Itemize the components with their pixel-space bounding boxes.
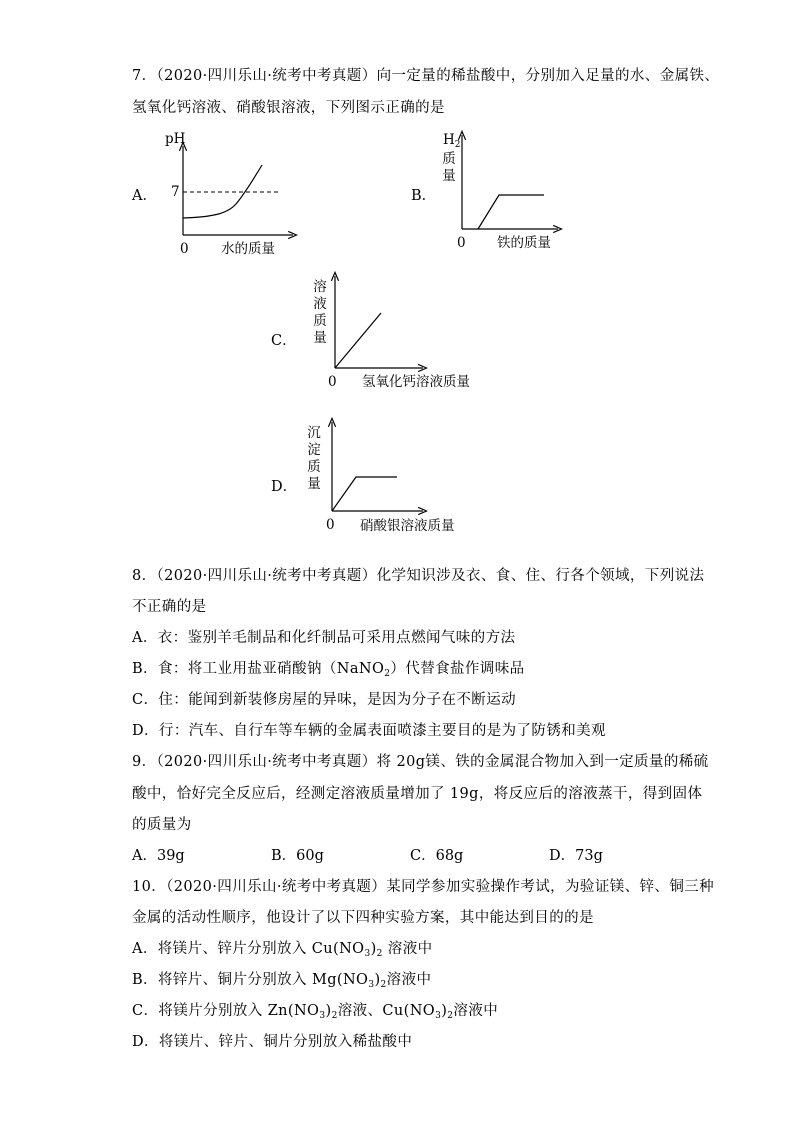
q10-stem-line1: 10．（2020·四川乐山·统考中考真题）某同学参加实验操作考试，为验证镁、锌、铜三种 bbox=[132, 879, 715, 895]
q9-option-d[interactable]: D．73g bbox=[549, 848, 603, 864]
q10-option-b-post: ) bbox=[374, 972, 381, 988]
q10-option-b-tail: 溶液中 bbox=[386, 972, 432, 988]
graph-b-y-label-char: 质 bbox=[442, 151, 456, 167]
q8-stem-line1: 8．（2020·四川乐山·统考中考真题）化学知识涉及衣、食、住、行各个领域，下列说法 bbox=[132, 568, 705, 584]
q10-option-b-sub2: 2 bbox=[380, 980, 387, 990]
q8-stem-line2: 不正确的是 bbox=[132, 599, 207, 615]
q10-option-c-pre: C．将镁片分别放入 Zn(NO bbox=[132, 1003, 320, 1019]
q9-option-c[interactable]: C．68g bbox=[410, 848, 464, 864]
graph-c bbox=[335, 276, 423, 368]
graph-c-y-label-char: 质 bbox=[313, 313, 327, 329]
q10-option-a-pre: A．将镁片、锌片分别放入 Cu(NO bbox=[132, 941, 365, 957]
q10-option-d[interactable]: D．将镁片、锌片、铜片分别放入稀盐酸中 bbox=[132, 1034, 413, 1050]
graph-c-y-label bbox=[312, 279, 328, 347]
graph-b-y-label-sub: 2 bbox=[454, 140, 461, 150]
graph-a-ref-value: 7 bbox=[171, 184, 180, 200]
q10-option-c-sub3: 3 bbox=[435, 1011, 442, 1021]
q7-stem-line2: 氢氧化钙溶液、硝酸银溶液，下列图示正确的是 bbox=[132, 100, 445, 116]
q9-stem-line1: 9．（2020·四川乐山·统考中考真题）将 20g镁、铁的金属混合物加入到一定质量的稀硫 bbox=[132, 754, 709, 770]
graph-b-y-label bbox=[441, 151, 457, 185]
graph-c-origin: 0 bbox=[328, 374, 337, 390]
q10-option-c-mid: ) bbox=[325, 1003, 332, 1019]
graph-d-y-label-char: 质 bbox=[307, 459, 321, 475]
q8-option-d[interactable]: D．行：汽车、自行车等车辆的金属表面喷漆主要目的是为了防锈和美观 bbox=[132, 723, 606, 739]
graph-c-y-label-char: 液 bbox=[313, 296, 327, 312]
q8-option-b-pre: B．食：将工业用盐亚硝酸钠（NaNO bbox=[132, 661, 385, 677]
graph-d-y-label bbox=[306, 425, 322, 493]
q10-option-c-sub: 3 bbox=[319, 1011, 326, 1021]
q10-option-b[interactable] bbox=[132, 970, 431, 990]
graph-d-y-label-char: 沉 bbox=[307, 425, 321, 441]
q10-option-a-sub2: 2 bbox=[376, 949, 383, 959]
graph-b-y-label-h: H bbox=[443, 132, 455, 148]
q10-option-b-pre: B．将锌片、铜片分别放入 Mg(NO bbox=[132, 972, 369, 988]
q9-stem-line3: 的质量为 bbox=[132, 817, 192, 833]
graph-a-y-label: pH bbox=[165, 131, 186, 147]
graph-b bbox=[462, 135, 558, 229]
graph-c-y-label-char: 量 bbox=[313, 330, 327, 346]
graph-a-x-label: 水的质量 bbox=[221, 241, 275, 257]
graph-a-curve bbox=[183, 165, 262, 218]
q8-option-b-post: ）代替食盐作调味品 bbox=[390, 661, 525, 677]
q10-option-a[interactable] bbox=[132, 939, 433, 959]
q10-option-c-sub4: 2 bbox=[447, 1011, 454, 1021]
graph-d-x-label: 硝酸银溶液质量 bbox=[360, 518, 455, 534]
graph-d-y-label-char: 淀 bbox=[307, 442, 321, 458]
option-b-label[interactable]: B． bbox=[411, 188, 437, 204]
graph-c-y-label-char: 溶 bbox=[313, 279, 327, 295]
q10-option-a-tail: 溶液中 bbox=[382, 941, 433, 957]
graph-b-curve bbox=[478, 195, 544, 229]
graph-b-y-label-char: 量 bbox=[442, 168, 456, 184]
graph-c-curve bbox=[335, 313, 381, 368]
graph-d-curve bbox=[332, 477, 397, 511]
q8-option-b[interactable] bbox=[132, 659, 525, 679]
q7-stem-line1: 7．（2020·四川乐山·统考中考真题）向一定量的稀盐酸中，分别加入足量的水、金属铁、 bbox=[132, 68, 720, 84]
graph-d bbox=[332, 422, 423, 511]
q10-option-b-sub: 3 bbox=[368, 980, 375, 990]
graph-b-y-label-h2 bbox=[443, 132, 461, 148]
q8-option-b-sub: 2 bbox=[384, 669, 391, 679]
graph-d-origin: 0 bbox=[326, 517, 335, 533]
q8-option-c[interactable]: C．住：能闻到新装修房屋的异味，是因为分子在不断运动 bbox=[132, 692, 516, 708]
q10-option-c-mid3: ) bbox=[441, 1003, 448, 1019]
q10-option-c[interactable] bbox=[132, 1001, 498, 1021]
q10-option-c-tail: 溶液中 bbox=[453, 1003, 499, 1019]
q9-stem-line2: 酸中，恰好完全反应后，经测定溶液质量增加了 19g，将反应后的溶液蒸干，得到固体 bbox=[132, 786, 703, 802]
option-c-label[interactable]: C． bbox=[271, 333, 297, 349]
graph-b-x-label: 铁的质量 bbox=[497, 235, 551, 251]
q9-option-a[interactable]: A．39g bbox=[132, 848, 185, 864]
q9-option-b[interactable]: B．60g bbox=[271, 848, 324, 864]
graph-d-y-label-char: 量 bbox=[307, 476, 321, 492]
graph-b-origin: 0 bbox=[457, 235, 466, 251]
graph-a-origin: 0 bbox=[180, 241, 189, 257]
graph-c-x-label: 氢氧化钙溶液质量 bbox=[362, 374, 470, 390]
q10-option-a-post: ) bbox=[370, 941, 377, 957]
option-a-label[interactable]: A． bbox=[132, 188, 157, 204]
q10-stem-line2: 金属的活动性顺序，他设计了以下四种实验方案，其中能达到目的的是 bbox=[132, 910, 594, 926]
q8-option-a[interactable]: A．衣：鉴别羊毛制品和化纤制品可采用点燃闻气味的方法 bbox=[132, 630, 516, 646]
graph-a bbox=[183, 146, 293, 235]
option-d-label[interactable]: D． bbox=[271, 479, 298, 495]
q10-option-c-mid2: 溶液、Cu(NO bbox=[337, 1003, 436, 1019]
q10-option-a-sub: 3 bbox=[364, 949, 371, 959]
q10-option-c-sub2: 2 bbox=[331, 1011, 338, 1021]
